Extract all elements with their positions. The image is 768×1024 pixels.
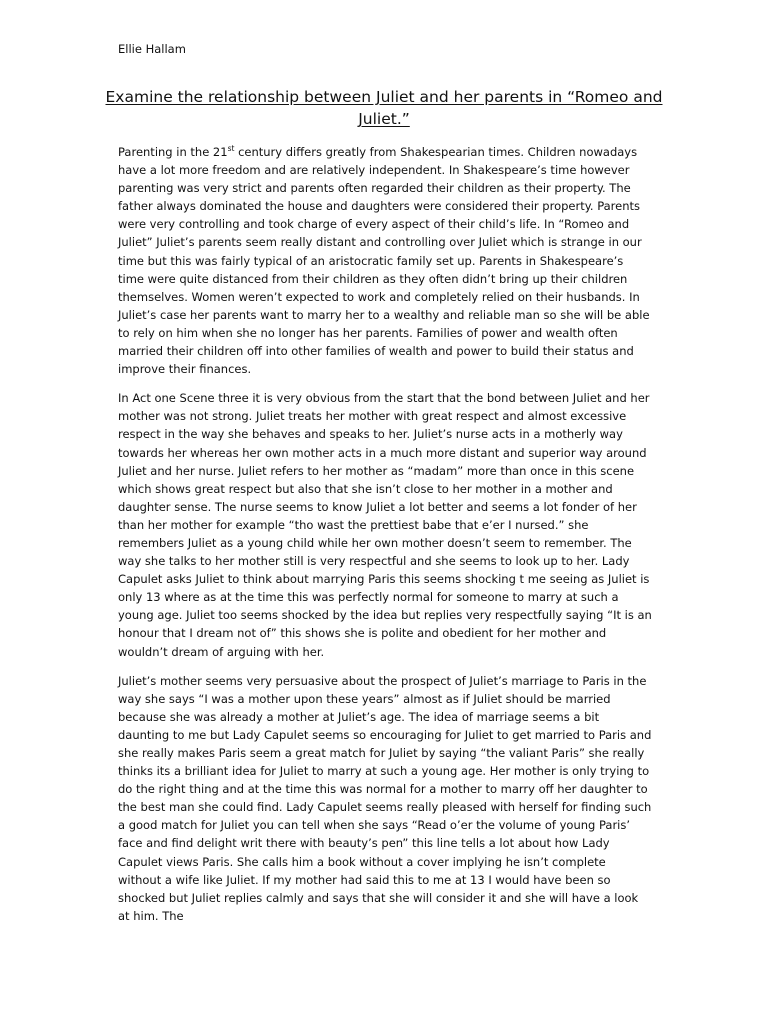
essay-title: Examine the relationship between Juliet and her parents in “Romeo and Juliet.” <box>105 88 663 128</box>
superscript-st: st <box>227 144 235 154</box>
author-header: Ellie Hallam <box>118 42 186 56</box>
essay-body <box>118 143 652 936</box>
paragraph-1-start: Parenting in the 21 <box>118 145 228 159</box>
paragraph-3: Juliet’s mother seems very persuasive about the prospect of Juliet’s marriage to Paris in the way she says “I was a mother upon these years” almost as if Juliet should be married because she was already a mother at Juliet’s age. The idea of marriage seems a bit daunting to me but Lady Capulet seems so encouraging for Juliet to get married to Paris and she really makes Paris seem a great match for Juliet by saying “the valiant Paris” she really thinks its a brilliant idea for Juliet to marry at such a young age. Her mother is only trying to do the right thing and at the time this was normal for a mother to marry off her daughter to the best man she could find. Lady Capulet seems really pleased with herself for finding such a good match for Juliet you can tell when she says “Read o’er the volume of young Paris’ face and find delight writ there with beauty’s pen” this line tells a lot about how Lady Capulet views Paris. She calls him a book without a cover implying he isn’t complete without a wife like Juliet. If my mother had said this to me at 13 I would have been so shocked but Juliet replies calmly and says that she will consider it and she will have a look at him. The <box>118 673 652 923</box>
paragraph-1 <box>118 143 652 378</box>
paragraph-1-rest: century differs greatly from Shakespearian times. Children nowadays have a lot more freedom and are relatively independent. In Shakespeare’s time however parenting was very strict and parents often regarded their children as their property. The father always dominated the house and daughters were considered their property. Parents were very controlling and took charge of every aspect of their child’s life. In “Romeo and Juliet” Juliet’s parents seem really distant and controlling over Juliet which is strange in our time but this was fairly typical of an aristocratic family set up. Parents in Shakespeare’s time were quite distanced from their children as they often didn’t bring up their children themselves. Women weren’t expected to work and completely relied on their husbands. In Juliet’s case her parents want to marry her to a wealthy and reliable man so she will be able to rely on him when she no longer has her parents. Families of power and wealth often married their children off into other families of wealth and power to build their status and improve their finances. <box>118 145 650 377</box>
paragraph-2: In Act one Scene three it is very obvious from the start that the bond between Juliet and her mother was not strong. Juliet treats her mother with great respect and almost excessive respect in the way she behaves and speaks to her. Juliet’s nurse acts in a motherly way towards her whereas her own mother acts in a much more distant and superior way around Juliet and her nurse. Juliet refers to her mother as “madam” more than once in this scene which shows great respect but also that she isn’t close to her mother in a mother and daughter sense. The nurse seems to know Juliet a lot better and seems a lot fonder of her than her mother for example “tho wast the prettiest babe that e’er I nursed.” she remembers Juliet as a young child while her own mother doesn’t seem to remember. The way she talks to her mother still is very respectful and she seems to look up to her. Lady Capulet asks Juliet to think about marrying Paris this seems shocking t me seeing as Juliet is only 13 where as at the time this was perfectly normal for someone to marry at such a young age. Juliet too seems shocked by the idea but replies very respectfully saying “It is an honour that I dream not of” this shows she is polite and obedient for her mother and wouldn’t dream of arguing with her. <box>118 391 652 659</box>
